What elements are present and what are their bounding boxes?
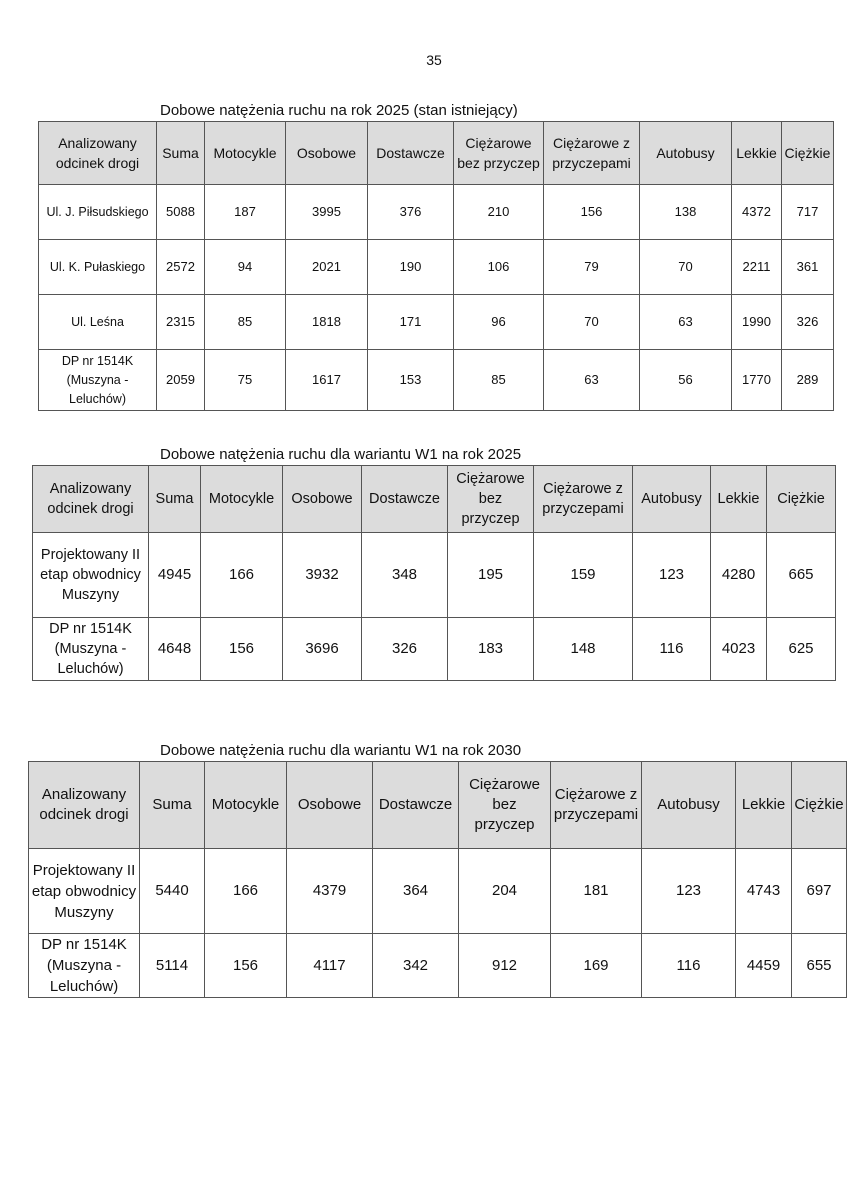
- table-cell: 4945: [149, 533, 201, 618]
- table-cell: 348: [362, 533, 448, 618]
- header-row: [29, 762, 847, 849]
- header-cell: Suma: [149, 466, 201, 533]
- table-cell: 96: [454, 295, 544, 350]
- traffic-table: [28, 761, 847, 998]
- header-cell: Ciężkie: [792, 762, 847, 849]
- table-cell: 2059: [157, 350, 205, 411]
- table-caption: Dobowe natężenia ruchu dla wariantu W1 na rok 2025: [160, 446, 522, 463]
- header-cell: Analizowany odcinek drogi: [39, 122, 157, 185]
- header-row: [33, 466, 836, 533]
- table-cell: 148: [534, 618, 633, 681]
- table-cell: 4379: [287, 849, 373, 934]
- table-cell: 289: [782, 350, 834, 411]
- table-cell: 166: [201, 533, 283, 618]
- table-cell: 4743: [736, 849, 792, 934]
- table-cell: 4459: [736, 934, 792, 998]
- road-segment-cell: DP nr 1514K (Muszyna - Leluchów): [39, 350, 157, 411]
- table-cell: 3696: [283, 618, 362, 681]
- header-cell: Autobusy: [633, 466, 711, 533]
- header-cell: Motocykle: [201, 466, 283, 533]
- header-cell: Suma: [157, 122, 205, 185]
- table-cell: 4280: [711, 533, 767, 618]
- table-cell: 70: [544, 295, 640, 350]
- table-cell: 342: [373, 934, 459, 998]
- table-cell: 187: [205, 185, 286, 240]
- road-segment-cell: Ul. J. Piłsudskiego: [39, 185, 157, 240]
- table-cell: 5440: [140, 849, 205, 934]
- table-cell: 85: [454, 350, 544, 411]
- table-cell: 106: [454, 240, 544, 295]
- table-cell: 190: [368, 240, 454, 295]
- header-cell: Motocykle: [205, 122, 286, 185]
- table-cell: 210: [454, 185, 544, 240]
- table-cell: 85: [205, 295, 286, 350]
- table-caption: Dobowe natężenia ruchu dla wariantu W1 na rok 2030: [160, 742, 522, 759]
- road-segment-cell: Projektowany II etap obwodnicy Muszyny: [29, 849, 140, 934]
- table-caption: Dobowe natężenia ruchu na rok 2025 (stan istniejący): [160, 102, 518, 119]
- table-cell: 70: [640, 240, 732, 295]
- table-row: [29, 934, 847, 998]
- table-cell: 3995: [286, 185, 368, 240]
- table-row: [29, 849, 847, 934]
- table-cell: 2572: [157, 240, 205, 295]
- header-cell: Ciężarowe z przyczepami: [534, 466, 633, 533]
- table-cell: 361: [782, 240, 834, 295]
- traffic-table-2025-existing: [38, 102, 834, 411]
- table-cell: 2021: [286, 240, 368, 295]
- header-cell: Ciężkie: [782, 122, 834, 185]
- header-cell: Lekkie: [711, 466, 767, 533]
- table-cell: 169: [551, 934, 642, 998]
- table-cell: 1990: [732, 295, 782, 350]
- table-cell: 123: [642, 849, 736, 934]
- header-cell: Motocykle: [205, 762, 287, 849]
- table-cell: 326: [782, 295, 834, 350]
- table-cell: 156: [201, 618, 283, 681]
- header-cell: Osobowe: [287, 762, 373, 849]
- table-cell: 79: [544, 240, 640, 295]
- header-cell: Ciężarowe z przyczepami: [551, 762, 642, 849]
- table-cell: 159: [534, 533, 633, 618]
- header-cell: Lekkie: [732, 122, 782, 185]
- table-cell: 665: [767, 533, 836, 618]
- header-row: [39, 122, 834, 185]
- table-cell: 181: [551, 849, 642, 934]
- table-row: [39, 350, 834, 411]
- table-row: [39, 185, 834, 240]
- table-row: [39, 295, 834, 350]
- table-cell: 153: [368, 350, 454, 411]
- table-cell: 138: [640, 185, 732, 240]
- header-cell: Dostawcze: [368, 122, 454, 185]
- table-cell: 697: [792, 849, 847, 934]
- table-cell: 4372: [732, 185, 782, 240]
- header-cell: Analizowany odcinek drogi: [29, 762, 140, 849]
- header-cell: Lekkie: [736, 762, 792, 849]
- header-cell: Ciężarowe z przyczepami: [544, 122, 640, 185]
- header-cell: Ciężarowe bez przyczep: [459, 762, 551, 849]
- header-cell: Ciężarowe bez przyczep: [448, 466, 534, 533]
- road-segment-cell: Ul. Leśna: [39, 295, 157, 350]
- traffic-table: [32, 465, 836, 681]
- page-number: 35: [426, 52, 442, 68]
- table-row: [33, 533, 836, 618]
- table-cell: 655: [792, 934, 847, 998]
- table-cell: 171: [368, 295, 454, 350]
- header-cell: Suma: [140, 762, 205, 849]
- table-cell: 116: [633, 618, 711, 681]
- table-cell: 156: [544, 185, 640, 240]
- road-segment-cell: DP nr 1514K (Muszyna - Leluchów): [33, 618, 149, 681]
- table-cell: 625: [767, 618, 836, 681]
- table-cell: 166: [205, 849, 287, 934]
- table-cell: 56: [640, 350, 732, 411]
- header-cell: Autobusy: [642, 762, 736, 849]
- table-cell: 195: [448, 533, 534, 618]
- traffic-table-w1-2030: [28, 742, 847, 998]
- table-cell: 717: [782, 185, 834, 240]
- table-cell: 912: [459, 934, 551, 998]
- table-cell: 204: [459, 849, 551, 934]
- road-segment-cell: DP nr 1514K (Muszyna - Leluchów): [29, 934, 140, 998]
- table-cell: 63: [544, 350, 640, 411]
- table-cell: 1770: [732, 350, 782, 411]
- table-cell: 1617: [286, 350, 368, 411]
- table-cell: 4117: [287, 934, 373, 998]
- table-cell: 75: [205, 350, 286, 411]
- table-cell: 5088: [157, 185, 205, 240]
- table-cell: 364: [373, 849, 459, 934]
- header-cell: Autobusy: [640, 122, 732, 185]
- road-segment-cell: Projektowany II etap obwodnicy Muszyny: [33, 533, 149, 618]
- header-cell: Ciężkie: [767, 466, 836, 533]
- table-cell: 183: [448, 618, 534, 681]
- table-cell: 156: [205, 934, 287, 998]
- table-cell: 3932: [283, 533, 362, 618]
- header-cell: Dostawcze: [373, 762, 459, 849]
- table-cell: 5114: [140, 934, 205, 998]
- table-cell: 63: [640, 295, 732, 350]
- table-cell: 123: [633, 533, 711, 618]
- table-cell: 94: [205, 240, 286, 295]
- header-cell: Osobowe: [283, 466, 362, 533]
- table-row: [39, 240, 834, 295]
- road-segment-cell: Ul. K. Pułaskiego: [39, 240, 157, 295]
- header-cell: Osobowe: [286, 122, 368, 185]
- header-cell: Dostawcze: [362, 466, 448, 533]
- table-cell: 1818: [286, 295, 368, 350]
- table-cell: 4023: [711, 618, 767, 681]
- table-cell: 116: [642, 934, 736, 998]
- header-cell: Analizowany odcinek drogi: [33, 466, 149, 533]
- traffic-table: [38, 121, 834, 411]
- table-cell: 2315: [157, 295, 205, 350]
- header-cell: Ciężarowe bez przyczep: [454, 122, 544, 185]
- table-row: [33, 618, 836, 681]
- table-cell: 326: [362, 618, 448, 681]
- table-cell: 2211: [732, 240, 782, 295]
- table-cell: 4648: [149, 618, 201, 681]
- table-cell: 376: [368, 185, 454, 240]
- traffic-table-w1-2025: [32, 446, 836, 681]
